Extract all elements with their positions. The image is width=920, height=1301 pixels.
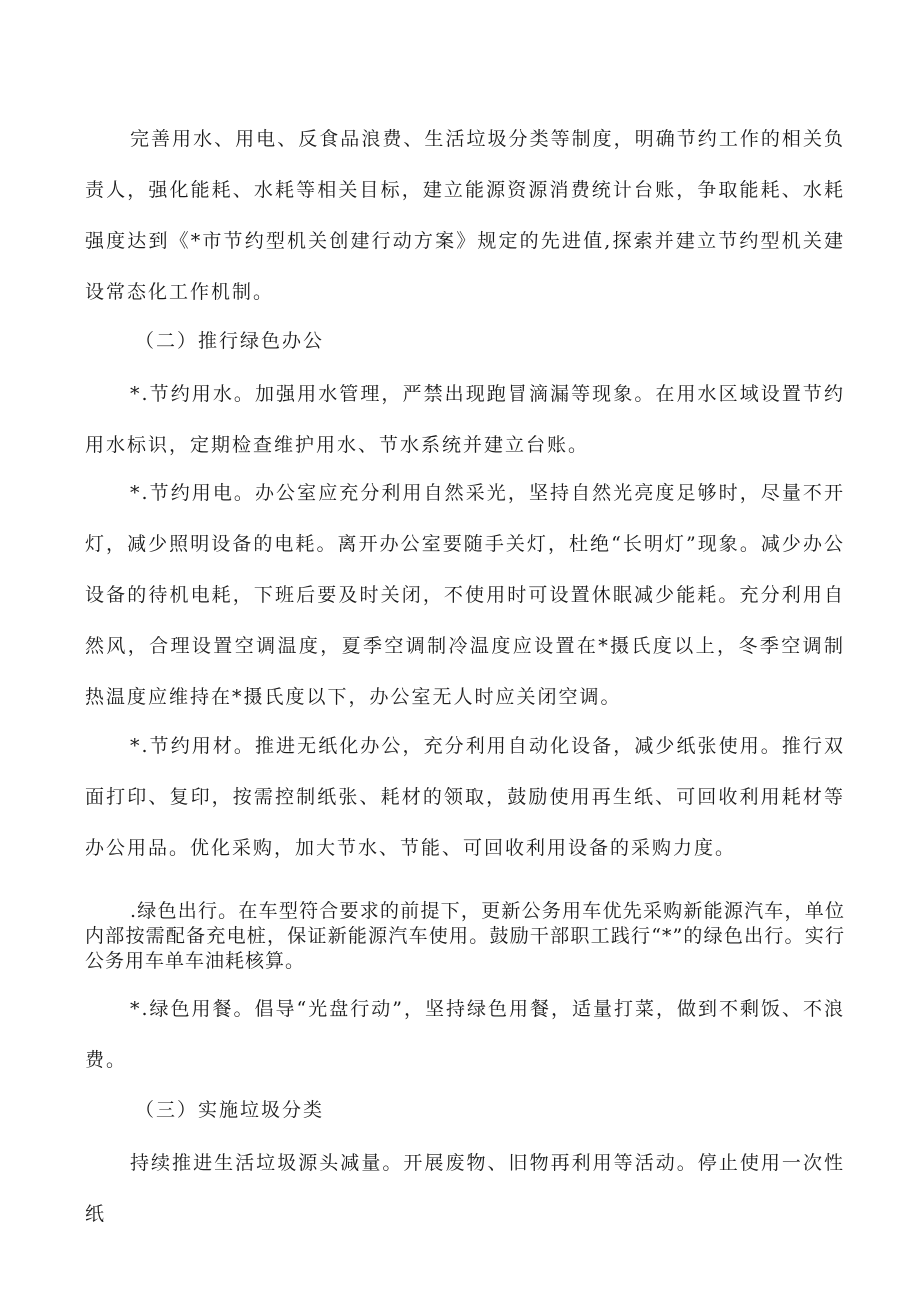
- paragraph-save-electricity: *.节约用电。办公室应充分利用自然采光，坚持自然光亮度足够时，尽量不开灯，减少照明设备的电耗。离开办公室要随手关灯，杜绝“长明灯”现象。减少办公设备的待机电耗，下班后要及时关闭，不使用时可设置休眠减少能耗。充分利用自然风，合理设置空调温度，夏季空调制冷温度应设置在*摄氏度以上，冬季空调制热温度应维持在*摄氏度以下，办公室无人时应关闭空调。: [85, 482, 845, 708]
- paragraph-save-water: *.节约用水。加强用水管理，严禁出现跑冒滴漏等现象。在用水区域设置节约用水标识，定期检查维护用水、节水系统并建立台账。: [85, 383, 845, 456]
- paragraph-green-dining: *.绿色用餐。倡导“光盘行动”，坚持绿色用餐，适量打菜，做到不剩饭、不浪费。: [85, 998, 845, 1071]
- section-heading-green-office: （二）推行绿色办公: [135, 330, 325, 352]
- paragraph-institutional-system: 完善用水、用电、反食品浪费、生活垃圾分类等制度，明确节约工作的相关负责人，强化能耗、水耗等相关目标，建立能源资源消费统计台账，争取能耗、水耗强度达到《*市节约型机关创建行动方案》规定的先进值,探索并建立节约型机关建设常态化工作机制。: [85, 128, 845, 303]
- paragraph-save-materials: *.节约用材。推进无纸化办公，充分利用自动化设备，减少纸张使用。推行双面打印、复印，按需控制纸张、耗材的领取，鼓励使用再生纸、可回收利用耗材等办公用品。优化采购，加大节水、节能、可回收利用设备的采购力度。: [85, 735, 845, 859]
- paragraph-waste-reduction: 持续推进生活垃圾源头减量。开展废物、旧物再利用等活动。停止使用一次性纸: [85, 1152, 845, 1225]
- section-heading-waste-sorting: （三）实施垃圾分类: [135, 1099, 325, 1121]
- paragraph-green-travel: .绿色出行。在车型符合要求的前提下，更新公务用车优先采购新能源汽车，单位内部按需配备充电桩，保证新能源汽车使用。鼓励干部职工践行“*”的绿色出行。实行公务用车单车油耗核算。: [85, 900, 845, 972]
